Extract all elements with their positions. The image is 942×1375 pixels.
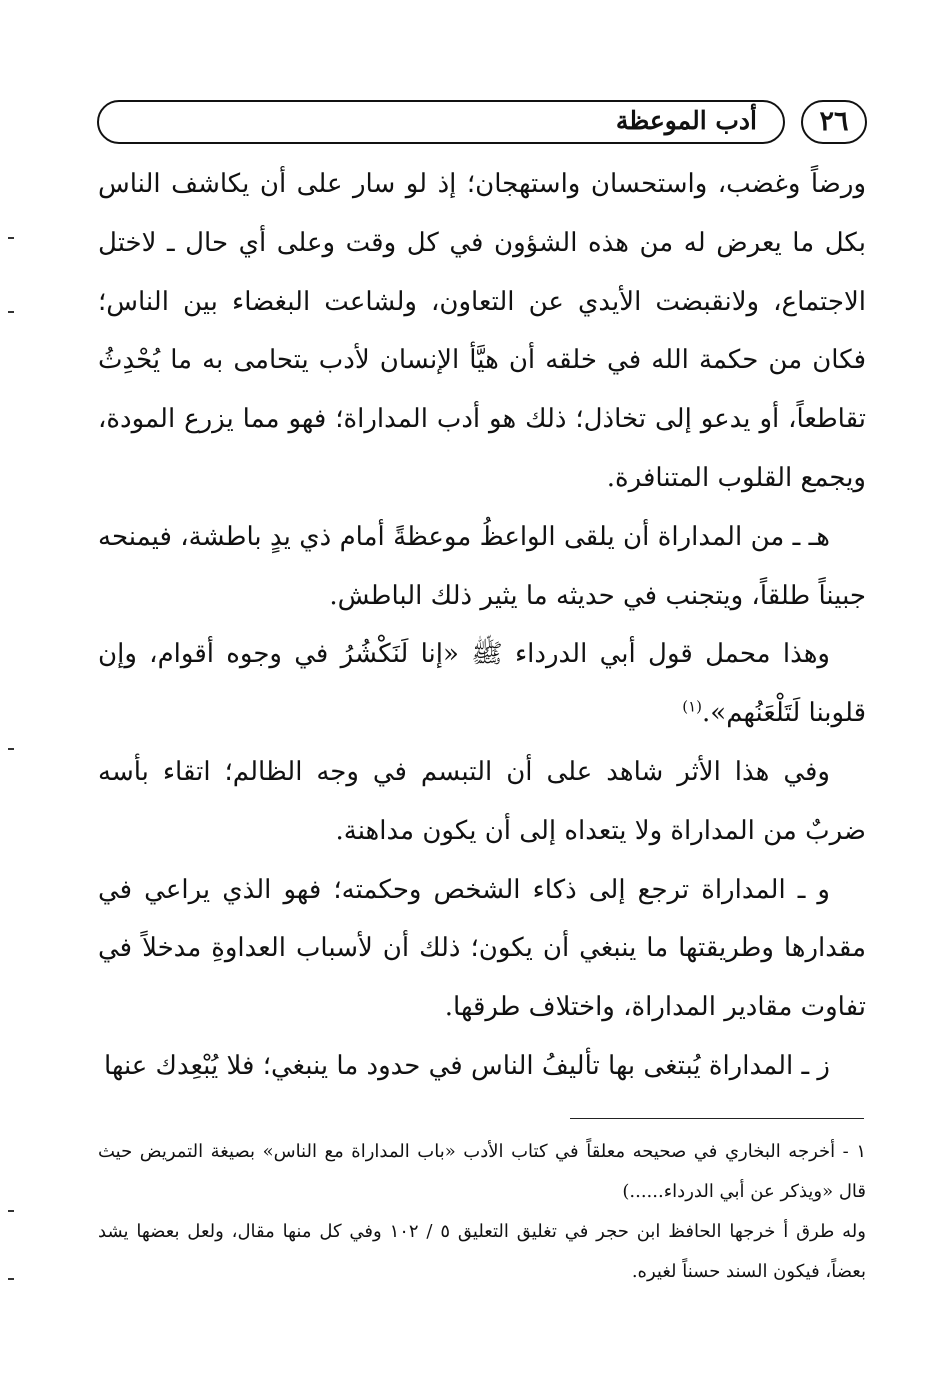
paragraph-5: و ـ المداراة ترجع إلى ذكاء الشخص وحكمته؛ فهو الذي يراعي في مقدارها وطريقتها ما ينبغي أن يكون؛ ذلك أن لأسباب العداوةِ مدخلاً في تفاوت مقادير المداراة، واختلاف طرقها. [98,874,866,1023]
footnote-divider [570,1118,864,1119]
paragraph-3 [98,625,866,743]
scan-margin-mark [8,1210,14,1212]
scan-margin-mark [8,1278,14,1280]
paragraph-6: ز ـ المداراة يُبتغى بها تأليفُ الناس في حدود ما ينبغي؛ فلا يُبْعِدك عنها [104,1050,830,1081]
main-text [98,155,866,1096]
scan-margin-mark [8,748,14,750]
scan-margin-mark [8,237,14,239]
paragraph-2: هـ ـ من المداراة أن يلقى الواعظُ موعظةً أمام ذي يدٍ باطشة، فيمنحه جبيناً طلقاً، ويتجنب في حديثه ما يثير ذلك الباطش. [98,521,866,611]
footnote-1: ١ - أخرجه البخاري في صحيحه معلقاً في كتاب الأدب «باب المداراة مع الناس» بصيغة التمريض حيث قال «ويذكر عن أبي الدرداء......) [98,1141,866,1202]
footnote-reference: (١) [682,697,703,716]
page-header [97,100,867,148]
paragraph-1: ورضاً وغضب، واستحسان واستهجان؛ إذ لو سار على أن يكاشف الناس بكل ما يعرض له من هذه الشؤون في كل وقت وعلى أي حال ـ لاختل الاجتماع، ولانقبضت الأيدي عن التعاون، ولشاعت البغضاء بين الناس؛ فكان من حكمة الله في خلقه أن هيَّأ الإنسان لأدب يتحامى به ما يُحْدِثُ تقاطعاً، أو يدعو إلى تخاذل؛ ذلك هو أدب المداراة؛ فهو مما يزرع المودة، ويجمع القلوب المتنافرة. [98,169,866,493]
footnotes [98,1132,866,1292]
page-number: ٢٦ [819,106,849,137]
scan-margin-mark [8,311,14,313]
page-number-frame [801,100,867,144]
paragraph-3-text: وهذا محمل قول أبي الدرداء ﷺ «إنا لَنَكْشُرُ في وجوه أقوام، وإن قلوبنا لَتَلْعَنُهم». [98,639,866,729]
footnote-1-continued: وله طرق أ خرجها الحافظ ابن حجر في تغليق التعليق ٥ / ١٠٢ وفي كل منها مقال، ولعل بعضها يشد بعضاً، فيكون السند حسناً لغيره. [98,1221,866,1282]
title-frame [97,100,785,144]
paragraph-4: وفي هذا الأثر شاهد على أن التبسم في وجه الظالم؛ اتقاء بأسه ضربٌ من المداراة ولا يتعداه إلى أن يكون مداهنة. [98,756,866,846]
running-title: أدب الموعظة [615,106,757,135]
